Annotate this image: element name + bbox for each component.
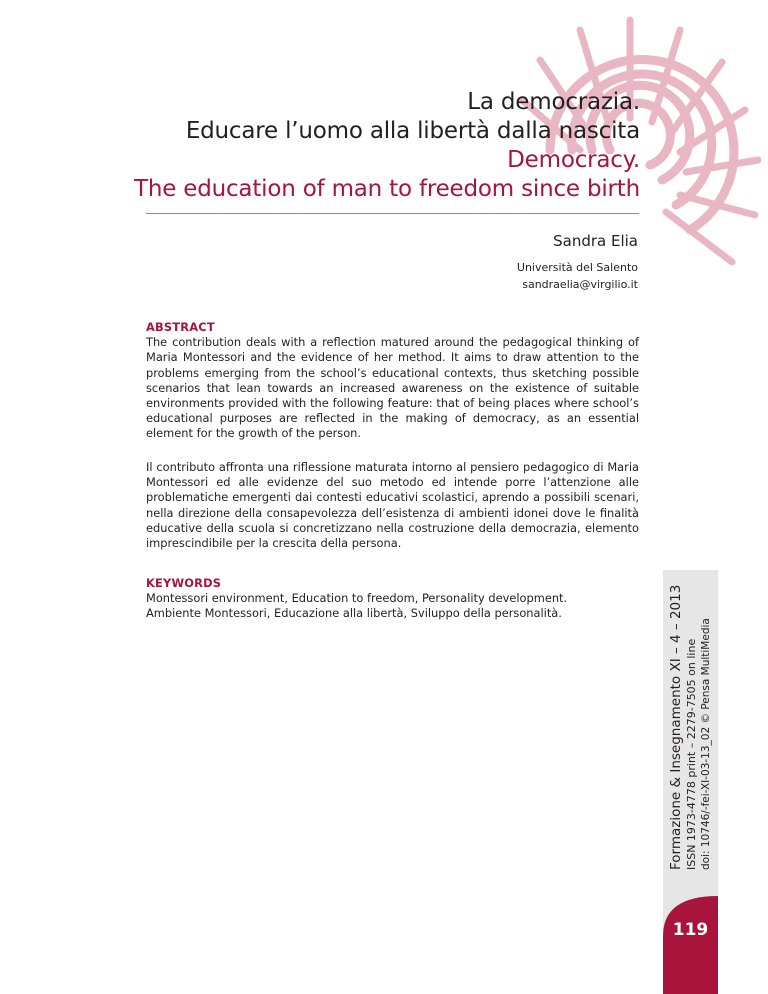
article-title: [134, 88, 640, 204]
title-english-line-1: Democracy.: [507, 147, 640, 173]
journal-info-vertical: [668, 570, 714, 870]
keywords-heading: KEYWORDS: [146, 576, 222, 590]
title-divider: [146, 213, 639, 214]
abstract-italian-text: Il contributo affronta una riflessione maturata intorno al pensiero pedagogico di Maria Montessori ed alle evidenze del suo metodo ed intende porre l’attenzione alle problematiche emergenti dai contesti educativi scolastici, aprendo a possibili scenari, nella direzione della consapevolezza dell’esistenza di ambienti idonei dove le finalità educative della scuola si concretizzano nella costruzione della democrazia, elemento imprescindibile per la crescita della persona.: [146, 460, 639, 551]
journal-doi: doi: 10746/-fei-XI-03-13_02 © Pensa MultiMedia: [700, 618, 712, 870]
title-english-line-2: The education of man to freedom since birth: [133, 176, 640, 202]
abstract-heading: ABSTRACT: [146, 320, 215, 334]
author-email: sandraelia@virgilio.it: [522, 278, 638, 291]
keywords-english: Montessori environment, Education to freedom, Personality development.: [146, 591, 568, 606]
page-number: 119: [672, 920, 709, 940]
keywords-section: [146, 576, 639, 622]
author-name: Sandra Elia: [553, 232, 638, 250]
journal-issn: ISSN 1973-4778 print – 2279-7505 on line: [685, 638, 698, 870]
keywords-italian: Ambiente Montessori, Educazione alla libertà, Sviluppo della personalità.: [146, 606, 562, 621]
abstract-english-text: The contribution deals with a reflection matured around the pedagogical thinking of Maria Montessori and the evidence of her method. It aims to draw attention to the problems emerging from the school’s educational contexts, thus sketching possible scenarios that lean towards an increased awareness on the existence of suitable environments provided with the following feature: that of being places where school’s educational purposes are reflected in the making of democracy, as an essential element for the growth of the person.: [146, 335, 639, 441]
author-affiliation-block: [517, 259, 638, 293]
author-affiliation: Università del Salento: [516, 261, 638, 274]
journal-name: Formazione & Insegnamento XI – 4 – 2013: [668, 584, 684, 870]
title-italian-line-2: Educare l’uomo alla libertà dalla nascita: [185, 118, 640, 144]
page-number-tab: [663, 896, 718, 994]
abstract-section: [146, 320, 639, 442]
title-italian-line-1: La democrazia.: [467, 89, 640, 115]
